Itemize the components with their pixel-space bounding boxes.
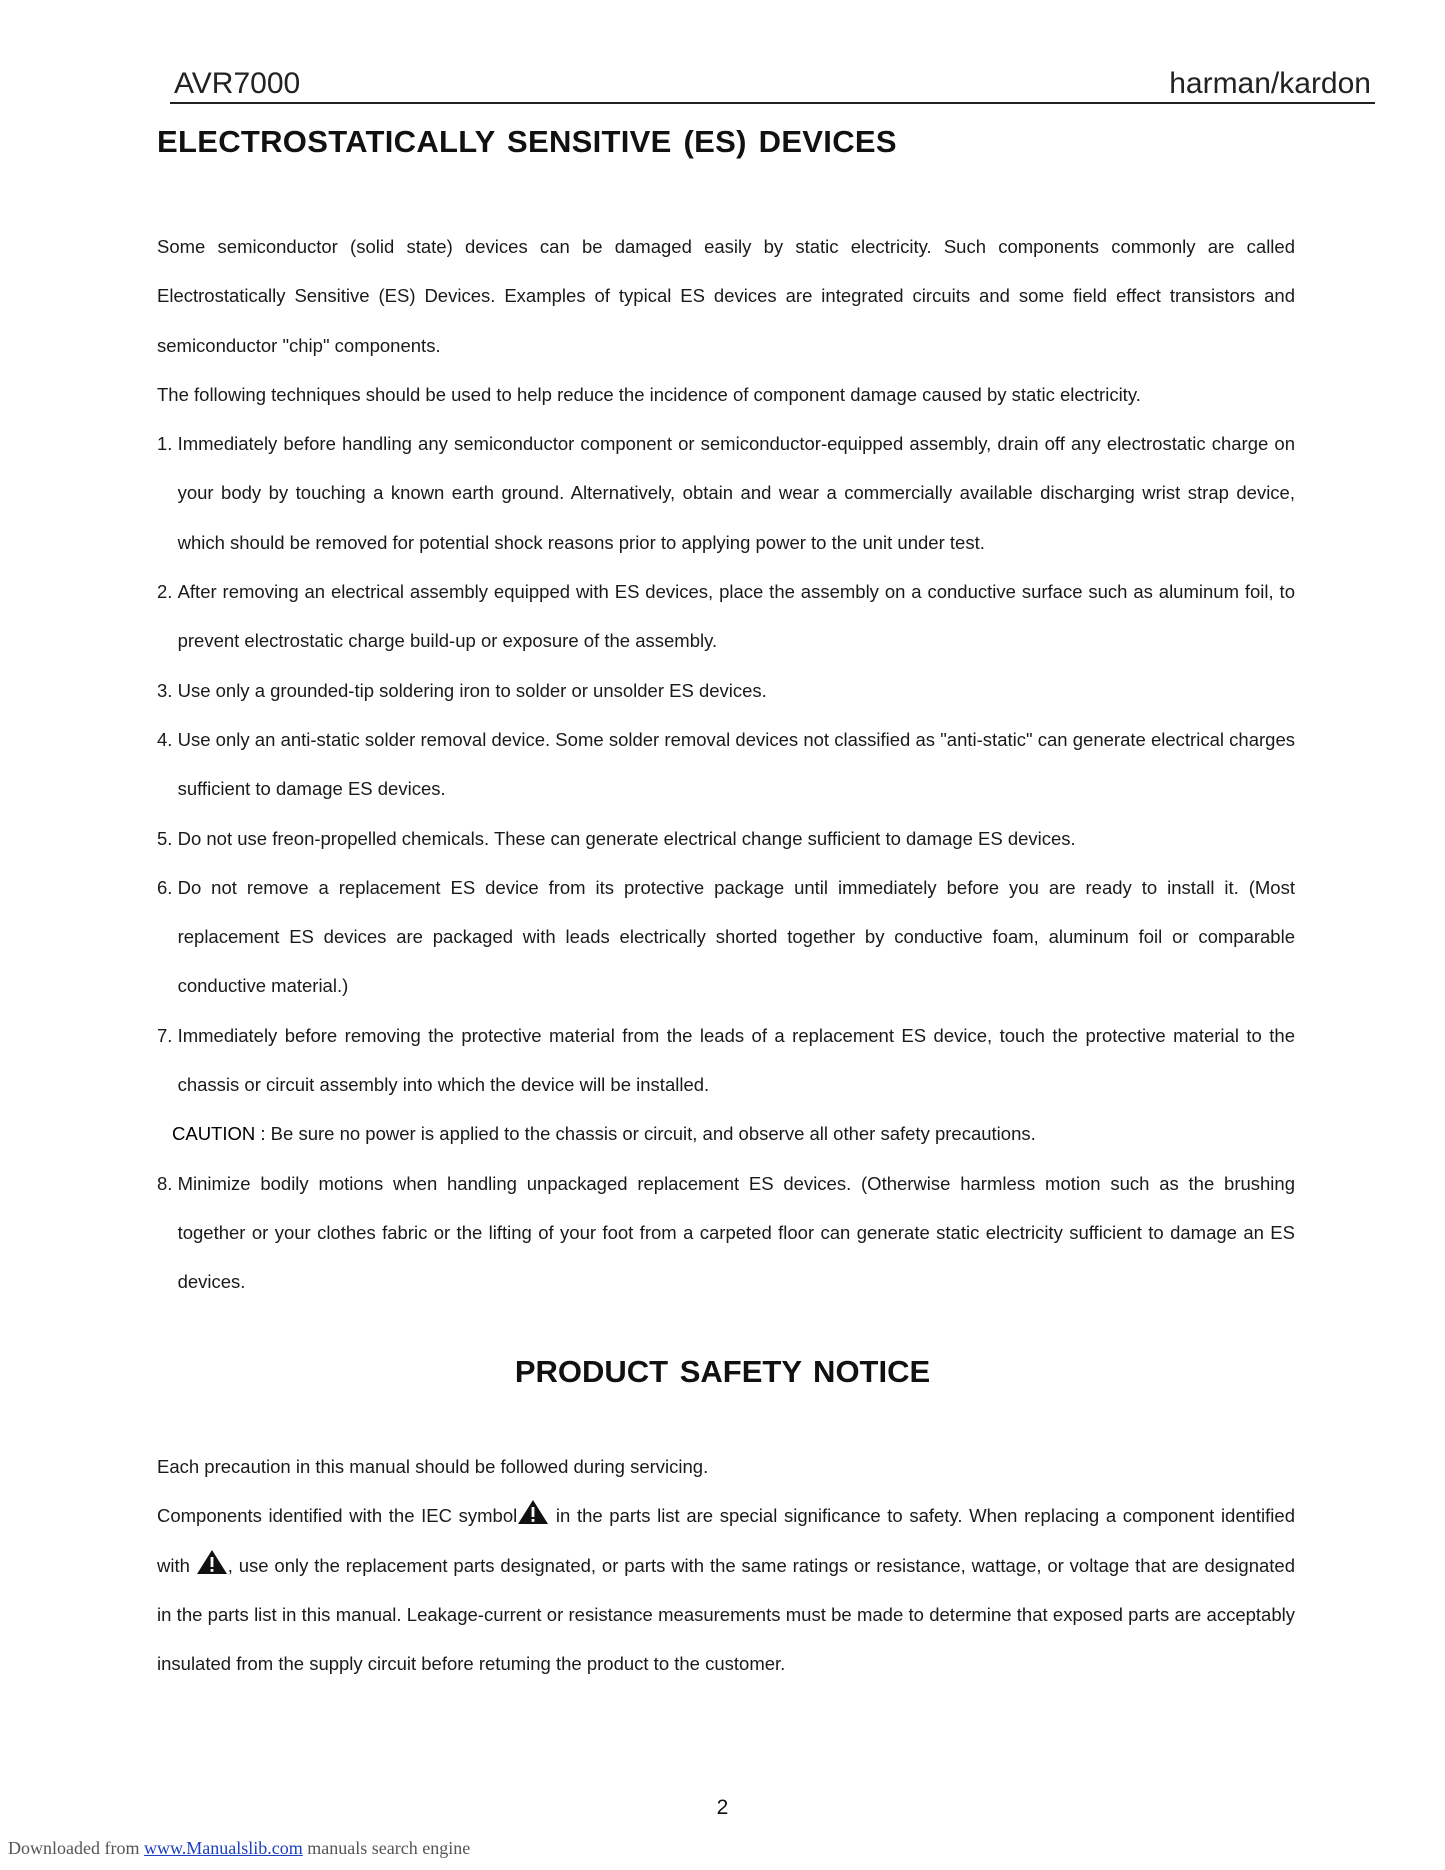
es-intro: Some semiconductor (solid state) devices can be damaged easily by static electricity. Such components commonly are called Electrostatically Sensitive (ES) Devices. Examples of typical ES devices are integrated circuits and some field effect transistors and semiconductor "chip" components. <box>157 236 1295 356</box>
caution-note <box>157 1109 1295 1158</box>
safety-paragraph <box>157 1491 1295 1688</box>
list-item-text: Use only a grounded-tip soldering iron to solder or unsolder ES devices. <box>177 679 767 701</box>
list-item-text: Immediately before removing the protective material from the leads of a replacement ES device, touch the protective material to the chassis or circuit assembly into which the device will be installed. <box>177 1024 1295 1096</box>
page-number: 2 <box>716 1796 729 1819</box>
list-item-number: 7. <box>157 1024 178 1046</box>
list-item-number: 5. <box>157 827 178 849</box>
manualslib-link[interactable]: www.Manualslib.com <box>143 1838 303 1858</box>
list-item-text: Immediately before handling any semiconductor component or semiconductor-equipped assembly, drain off any electrostatic charge on your body by touching a known earth ground. Alternatively, obtain and wear a commercially available discharging wrist strap device, which should be removed for potential shock reasons prior to applying power to the unit under test. <box>177 433 1295 553</box>
safety-text-a: Components identified with the IEC symbol <box>157 1505 518 1527</box>
warning-triangle-icon <box>196 1544 228 1570</box>
list-item <box>157 419 1295 567</box>
list-item-number: 6. <box>157 876 178 898</box>
list-item-text: Do not remove a replacement ES device from its protective package until immediately before you are ready to install it. (Most replacement ES devices are packaged with leads electrically shorted together by conductive foam, aluminum foil or comparable conductive material.) <box>177 876 1295 997</box>
list-item <box>157 666 1295 715</box>
download-footer <box>8 1838 470 1859</box>
warning-triangle-icon <box>517 1494 549 1520</box>
es-section-title: ELECTROSTATICALLY SENSITIVE (ES) DEVICES <box>157 124 897 159</box>
safety-text-b: in the parts list are special significance to safety. When replacing a component identified with <box>157 1505 1295 1576</box>
list-item <box>157 1159 1295 1307</box>
list-item <box>157 567 1295 666</box>
list-item <box>157 715 1295 814</box>
list-item-text: Minimize bodily motions when handling unpackaged replacement ES devices. (Otherwise harmless motion such as the brushing together or your clothes fabric or the lifting of your foot from a carpeted floor can generate static electricity sufficient to damage an ES devices. <box>177 1172 1295 1293</box>
model-name: AVR7000 <box>174 67 301 100</box>
list-item <box>157 863 1295 1011</box>
list-item-text: After removing an electrical assembly equipped with ES devices, place the assembly on a conductive surface such as aluminum foil, to prevent electrostatic charge build-up or exposure of the assembly. <box>177 581 1295 652</box>
list-item-number: 8. <box>157 1172 178 1194</box>
page-header <box>170 66 1375 104</box>
safety-section-title: PRODUCT SAFETY NOTICE <box>514 1354 931 1389</box>
caution-label: CAUTION : <box>172 1123 266 1145</box>
list-item <box>157 814 1295 863</box>
list-item-text: Do not use freon-propelled chemicals. These can generate electrical change sufficient to damage ES devices. <box>177 827 1076 849</box>
safety-line-1: Each precaution in this manual should be followed during servicing. <box>157 1456 709 1477</box>
es-lead: The following techniques should be used to help reduce the incidence of component damage caused by static electricity. <box>157 383 1141 405</box>
list-item-number: 4. <box>157 728 178 750</box>
list-item-number: 1. <box>157 433 178 455</box>
footer-prefix: Downloaded from <box>8 1838 144 1858</box>
list-item-number: 2. <box>157 581 178 603</box>
safety-text-c: , use only the replacement parts designated, or parts with the same ratings or resistance, wattage, or voltage that are designated in the parts list in this manual. Leakage-current or resistance measurements must be made to determine that exposed parts are acceptably insulated from the supply circuit before retuming the product to the customer. <box>157 1554 1295 1675</box>
footer-suffix: manuals search engine <box>302 1838 471 1858</box>
list-item-text: Use only an anti-static solder removal device. Some solder removal devices not classified as "anti-static" can generate electrical charges sufficient to damage ES devices. <box>177 728 1295 800</box>
safety-section-body <box>157 1442 1295 1688</box>
list-item-number: 3. <box>157 679 178 701</box>
caution-text: Be sure no power is applied to the chassis or circuit, and observe all other safety precautions. <box>265 1123 1036 1145</box>
es-section-body <box>157 222 1295 1307</box>
brand-name: harman/kardon <box>1169 67 1371 100</box>
list-item <box>157 1011 1295 1110</box>
